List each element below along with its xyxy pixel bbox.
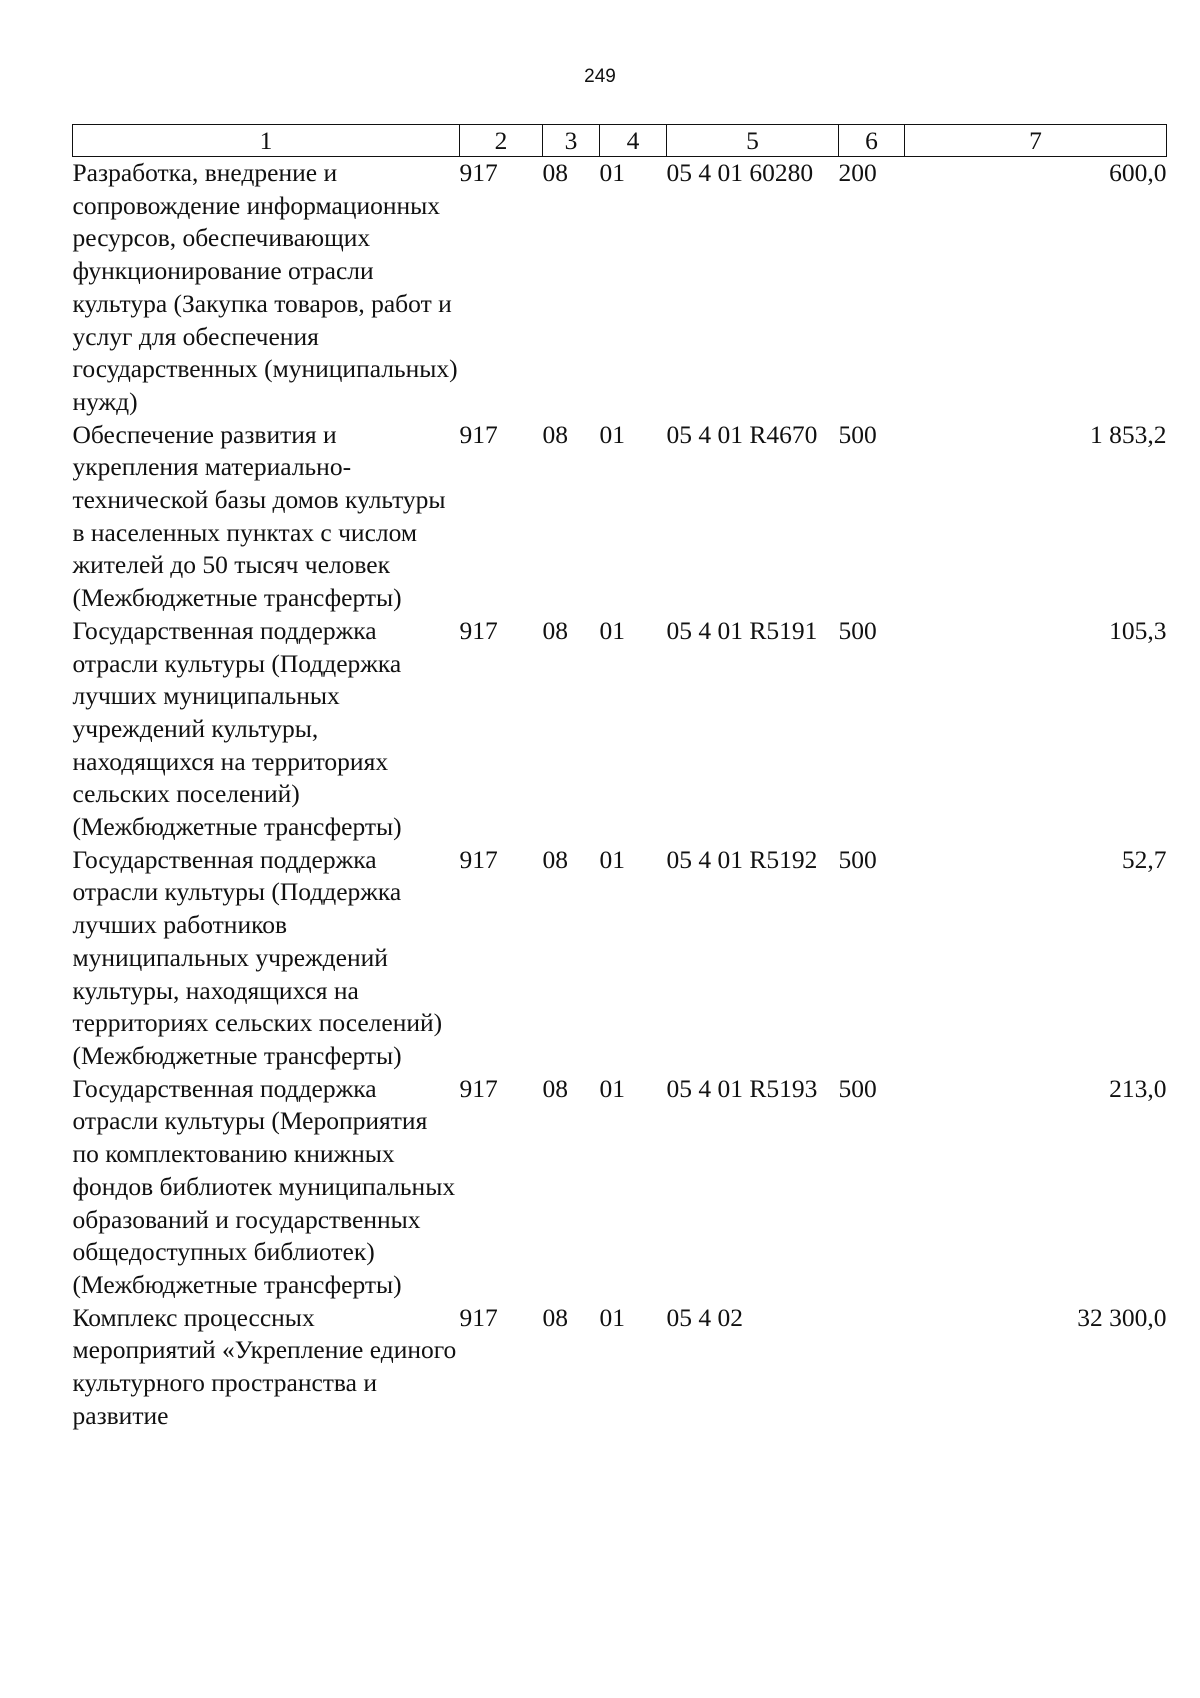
column-header-5: 5: [667, 125, 839, 157]
table-row: [73, 615, 1167, 844]
row-expense-type-code: 500: [838, 615, 877, 645]
table-row: [73, 157, 1167, 419]
row-section-code: 08: [542, 615, 568, 645]
row-target-code: 05 4 01 R5192: [666, 844, 818, 874]
row-name: Государственная поддержка отрасли культуры (Поддержка лучших муниципальных учреждений культуры, находящихся на территориях сельских поселений) (Межбюджетные трансферты): [72, 615, 402, 842]
row-subsection-code: 01: [599, 1302, 625, 1332]
row-subsection-code: 01: [599, 615, 625, 645]
table-row: [73, 844, 1167, 1073]
row-subsection-code: 01: [599, 419, 625, 449]
row-expense-type-code: 200: [838, 158, 877, 187]
row-subsection-code: 01: [599, 1073, 625, 1103]
column-header-1: 1: [73, 125, 460, 157]
row-amount: 1 853,2: [1090, 419, 1167, 449]
row-target-code: 05 4 02: [666, 1302, 743, 1332]
table-row: [73, 419, 1167, 615]
row-ministry-code: 917: [459, 1302, 498, 1332]
row-expense-type-code: 500: [838, 844, 877, 874]
column-header-6: 6: [839, 125, 905, 157]
row-section-code: 08: [542, 158, 568, 187]
row-expense-type-code: 500: [838, 1073, 877, 1103]
row-amount: 32 300,0: [1077, 1302, 1167, 1332]
table-row: [73, 1302, 1167, 1433]
column-header-3: 3: [543, 125, 600, 157]
row-subsection-code: 01: [599, 158, 625, 187]
row-name: Обеспечение развития и укрепления материально-технической базы домов культуры в населенных пунктах с числом жителей до 50 тысяч человек (Межбюджетные трансферты): [72, 419, 446, 613]
row-name: Комплекс процессных мероприятий «Укрепление единого культурного пространства и развитие: [72, 1302, 457, 1430]
row-amount: 52,7: [1121, 844, 1167, 874]
budget-table: [72, 124, 1167, 1432]
row-section-code: 08: [542, 1302, 568, 1332]
row-section-code: 08: [542, 844, 568, 874]
row-ministry-code: 917: [459, 844, 498, 874]
table-header-row: [73, 125, 1167, 157]
row-section-code: 08: [542, 419, 568, 449]
row-target-code: 05 4 01 60280: [666, 158, 814, 187]
row-target-code: 05 4 01 R5191: [666, 615, 818, 645]
row-target-code: 05 4 01 R5193: [666, 1073, 818, 1103]
row-subsection-code: 01: [599, 844, 625, 874]
row-expense-type-code: 500: [838, 419, 877, 449]
column-header-4: 4: [600, 125, 667, 157]
page-number: 249: [584, 66, 616, 87]
row-expense-type-code: [839, 1302, 905, 1433]
row-amount: 213,0: [1109, 1073, 1167, 1103]
row-amount: 600,0: [1109, 158, 1167, 187]
row-name: Разработка, внедрение и сопровождение информационных ресурсов, обеспечивающих функционирование отрасли культура (Закупка товаров, работ и услуг для обеспечения государственных (муниципальных) нужд): [72, 158, 458, 416]
row-ministry-code: 917: [459, 419, 498, 449]
column-header-7: 7: [905, 125, 1167, 157]
row-ministry-code: 917: [459, 615, 498, 645]
row-name: Государственная поддержка отрасли культуры (Поддержка лучших работников муниципальных учреждений культуры, находящихся на территориях сельских поселений) (Межбюджетные трансферты): [72, 844, 443, 1070]
row-name: Государственная поддержка отрасли культуры (Мероприятия по комплектованию книжных фондов библиотек муниципальных образований и государственных общедоступных библиотек) (Межбюджетные трансферты): [72, 1073, 456, 1299]
row-target-code: 05 4 01 R4670: [666, 419, 818, 449]
row-amount: 105,3: [1109, 615, 1167, 645]
column-header-2: 2: [460, 125, 543, 157]
row-section-code: 08: [542, 1073, 568, 1103]
table-row: [73, 1073, 1167, 1302]
row-ministry-code: 917: [459, 1073, 498, 1103]
row-ministry-code: 917: [459, 158, 498, 187]
